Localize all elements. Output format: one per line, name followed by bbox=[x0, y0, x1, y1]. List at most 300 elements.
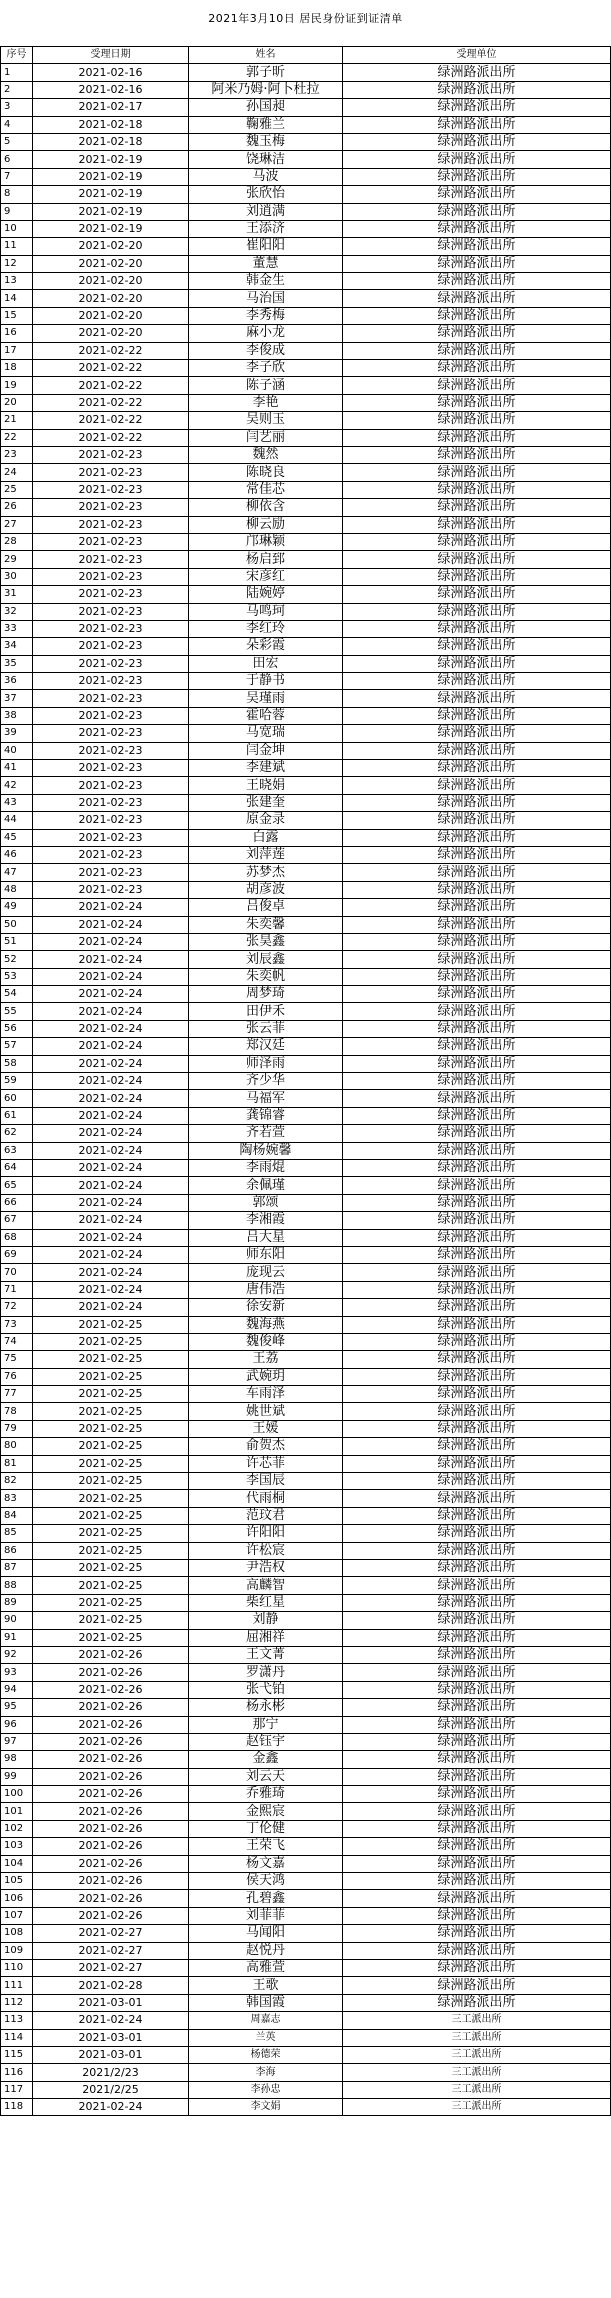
row-serial-no: 46 bbox=[1, 846, 33, 863]
row-serial-no: 62 bbox=[1, 1125, 33, 1142]
row-accept-unit: 绿洲路派出所 bbox=[343, 864, 611, 881]
row-accept-date: 2021-02-25 bbox=[33, 1629, 189, 1646]
row-serial-no: 51 bbox=[1, 933, 33, 950]
table-row bbox=[1, 1038, 611, 1055]
row-accept-date: 2021-03-01 bbox=[33, 2029, 189, 2046]
row-name: 刘萍莲 bbox=[189, 846, 343, 863]
table-row bbox=[1, 1212, 611, 1229]
row-name: 刘静 bbox=[189, 1612, 343, 1629]
row-accept-date: 2021-02-24 bbox=[33, 1299, 189, 1316]
table-row bbox=[1, 864, 611, 881]
row-accept-unit: 绿洲路派出所 bbox=[343, 394, 611, 411]
row-accept-date: 2021-02-23 bbox=[33, 481, 189, 498]
table-row bbox=[1, 846, 611, 863]
row-accept-unit: 绿洲路派出所 bbox=[343, 1873, 611, 1890]
row-accept-date: 2021-02-26 bbox=[33, 1733, 189, 1750]
table-row bbox=[1, 2046, 611, 2063]
row-accept-date: 2021-02-26 bbox=[33, 1820, 189, 1837]
row-accept-unit: 绿洲路派出所 bbox=[343, 290, 611, 307]
row-name: 李文娟 bbox=[189, 2099, 343, 2116]
row-name: 庞现云 bbox=[189, 1264, 343, 1281]
table-row bbox=[1, 1681, 611, 1698]
row-serial-no: 2 bbox=[1, 81, 33, 98]
row-name: 那宁 bbox=[189, 1716, 343, 1733]
row-accept-unit: 绿洲路派出所 bbox=[343, 1925, 611, 1942]
row-accept-date: 2021-02-22 bbox=[33, 360, 189, 377]
row-serial-no: 1 bbox=[1, 64, 33, 81]
row-accept-unit: 绿洲路派出所 bbox=[343, 777, 611, 794]
row-accept-date: 2021-02-20 bbox=[33, 238, 189, 255]
row-serial-no: 55 bbox=[1, 1003, 33, 1020]
row-serial-no: 22 bbox=[1, 429, 33, 446]
row-accept-unit: 绿洲路派出所 bbox=[343, 255, 611, 272]
row-name: 麻小龙 bbox=[189, 325, 343, 342]
table-row bbox=[1, 186, 611, 203]
row-name: 饶琳洁 bbox=[189, 151, 343, 168]
row-serial-no: 113 bbox=[1, 2012, 33, 2029]
row-accept-unit: 绿洲路派出所 bbox=[343, 1664, 611, 1681]
row-name: 张弋铂 bbox=[189, 1681, 343, 1698]
row-name: 马闻阳 bbox=[189, 1925, 343, 1942]
row-accept-date: 2021-02-25 bbox=[33, 1420, 189, 1437]
table-row bbox=[1, 603, 611, 620]
row-serial-no: 93 bbox=[1, 1664, 33, 1681]
table-row bbox=[1, 238, 611, 255]
row-accept-unit: 绿洲路派出所 bbox=[343, 1542, 611, 1559]
row-accept-date: 2021-02-20 bbox=[33, 307, 189, 324]
row-name: 张欣怡 bbox=[189, 186, 343, 203]
table-row bbox=[1, 1246, 611, 1263]
row-accept-unit: 绿洲路派出所 bbox=[343, 603, 611, 620]
row-accept-date: 2021-02-25 bbox=[33, 1351, 189, 1368]
row-accept-unit: 绿洲路派出所 bbox=[343, 1959, 611, 1976]
table-row bbox=[1, 1542, 611, 1559]
row-name: 龚锦睿 bbox=[189, 1107, 343, 1124]
table-row bbox=[1, 1264, 611, 1281]
row-accept-date: 2021-02-26 bbox=[33, 1786, 189, 1803]
row-accept-date: 2021-02-24 bbox=[33, 1160, 189, 1177]
table-row bbox=[1, 620, 611, 637]
row-accept-date: 2021-03-01 bbox=[33, 2046, 189, 2063]
table-row bbox=[1, 1055, 611, 1072]
row-accept-date: 2021-02-25 bbox=[33, 1316, 189, 1333]
table-row bbox=[1, 1820, 611, 1837]
row-accept-date: 2021-02-28 bbox=[33, 1977, 189, 1994]
table-body bbox=[1, 64, 611, 2116]
row-serial-no: 6 bbox=[1, 151, 33, 168]
row-accept-date: 2021-02-25 bbox=[33, 1438, 189, 1455]
row-accept-date: 2021-02-24 bbox=[33, 1090, 189, 1107]
row-serial-no: 14 bbox=[1, 290, 33, 307]
table-row bbox=[1, 1351, 611, 1368]
row-accept-date: 2021-02-27 bbox=[33, 1959, 189, 1976]
row-serial-no: 68 bbox=[1, 1229, 33, 1246]
row-serial-no: 23 bbox=[1, 446, 33, 463]
row-name: 魏玉梅 bbox=[189, 133, 343, 150]
row-serial-no: 21 bbox=[1, 412, 33, 429]
row-accept-date: 2021-02-23 bbox=[33, 586, 189, 603]
row-accept-unit: 绿洲路派出所 bbox=[343, 1838, 611, 1855]
row-accept-unit: 三工派出所 bbox=[343, 2099, 611, 2116]
table-row bbox=[1, 1090, 611, 1107]
table-row bbox=[1, 1786, 611, 1803]
row-accept-unit: 绿洲路派出所 bbox=[343, 951, 611, 968]
row-accept-date: 2021-02-25 bbox=[33, 1403, 189, 1420]
table-row bbox=[1, 1942, 611, 1959]
row-name: 闫金坤 bbox=[189, 742, 343, 759]
table-row bbox=[1, 1507, 611, 1524]
row-serial-no: 79 bbox=[1, 1420, 33, 1437]
row-serial-no: 96 bbox=[1, 1716, 33, 1733]
row-serial-no: 66 bbox=[1, 1194, 33, 1211]
row-accept-unit: 绿洲路派出所 bbox=[343, 186, 611, 203]
table-row bbox=[1, 307, 611, 324]
row-name: 柳依含 bbox=[189, 499, 343, 516]
table-row bbox=[1, 586, 611, 603]
row-accept-date: 2021-03-01 bbox=[33, 1994, 189, 2011]
row-accept-date: 2021-02-24 bbox=[33, 1055, 189, 1072]
row-accept-date: 2021-02-26 bbox=[33, 1664, 189, 1681]
row-accept-unit: 绿洲路派出所 bbox=[343, 64, 611, 81]
table-row bbox=[1, 429, 611, 446]
row-serial-no: 45 bbox=[1, 829, 33, 846]
row-name: 许阳阳 bbox=[189, 1525, 343, 1542]
row-name: 韩国霞 bbox=[189, 1994, 343, 2011]
row-accept-date: 2021-02-24 bbox=[33, 1229, 189, 1246]
row-serial-no: 81 bbox=[1, 1455, 33, 1472]
row-accept-date: 2021-02-23 bbox=[33, 725, 189, 742]
row-accept-date: 2021-02-26 bbox=[33, 1890, 189, 1907]
row-accept-date: 2021-02-22 bbox=[33, 412, 189, 429]
row-name: 郑汉廷 bbox=[189, 1038, 343, 1055]
row-name: 霍哈蓉 bbox=[189, 707, 343, 724]
row-serial-no: 108 bbox=[1, 1925, 33, 1942]
row-accept-unit: 绿洲路派出所 bbox=[343, 273, 611, 290]
row-accept-unit: 绿洲路派出所 bbox=[343, 846, 611, 863]
row-accept-date: 2021-02-26 bbox=[33, 1803, 189, 1820]
row-serial-no: 43 bbox=[1, 794, 33, 811]
row-accept-unit: 绿洲路派出所 bbox=[343, 655, 611, 672]
row-accept-date: 2021-02-25 bbox=[33, 1507, 189, 1524]
row-serial-no: 76 bbox=[1, 1368, 33, 1385]
row-serial-no: 47 bbox=[1, 864, 33, 881]
row-name: 代雨桐 bbox=[189, 1490, 343, 1507]
row-accept-unit: 三工派出所 bbox=[343, 2029, 611, 2046]
row-serial-no: 7 bbox=[1, 168, 33, 185]
row-accept-unit: 绿洲路派出所 bbox=[343, 238, 611, 255]
table-row bbox=[1, 794, 611, 811]
row-name: 师泽雨 bbox=[189, 1055, 343, 1072]
row-name: 王荔 bbox=[189, 1351, 343, 1368]
row-accept-date: 2021-02-25 bbox=[33, 1577, 189, 1594]
table-row bbox=[1, 1142, 611, 1159]
row-accept-date: 2021-02-18 bbox=[33, 133, 189, 150]
row-name: 胡彦波 bbox=[189, 881, 343, 898]
table-row bbox=[1, 1160, 611, 1177]
row-accept-unit: 三工派出所 bbox=[343, 2046, 611, 2063]
row-accept-unit: 绿洲路派出所 bbox=[343, 1994, 611, 2011]
row-accept-unit: 绿洲路派出所 bbox=[343, 568, 611, 585]
table-row bbox=[1, 1855, 611, 1872]
row-accept-date: 2021-02-26 bbox=[33, 1699, 189, 1716]
row-serial-no: 102 bbox=[1, 1820, 33, 1837]
row-accept-date: 2021-02-23 bbox=[33, 533, 189, 550]
row-serial-no: 26 bbox=[1, 499, 33, 516]
row-accept-date: 2021-02-24 bbox=[33, 899, 189, 916]
row-name: 魏俊峰 bbox=[189, 1333, 343, 1350]
table-row bbox=[1, 1125, 611, 1142]
row-accept-date: 2021-02-20 bbox=[33, 255, 189, 272]
table-row bbox=[1, 777, 611, 794]
row-serial-no: 61 bbox=[1, 1107, 33, 1124]
row-serial-no: 75 bbox=[1, 1351, 33, 1368]
row-serial-no: 33 bbox=[1, 620, 33, 637]
row-name: 尹浩权 bbox=[189, 1559, 343, 1576]
row-serial-no: 114 bbox=[1, 2029, 33, 2046]
table-row bbox=[1, 1559, 611, 1576]
row-name: 吕大星 bbox=[189, 1229, 343, 1246]
table-row bbox=[1, 916, 611, 933]
row-name: 车雨泽 bbox=[189, 1386, 343, 1403]
table-row bbox=[1, 568, 611, 585]
row-name: 王文菁 bbox=[189, 1646, 343, 1663]
table-row bbox=[1, 2099, 611, 2116]
row-serial-no: 8 bbox=[1, 186, 33, 203]
row-accept-date: 2021-02-23 bbox=[33, 551, 189, 568]
row-accept-unit: 绿洲路派出所 bbox=[343, 1403, 611, 1420]
table-row bbox=[1, 1646, 611, 1663]
row-serial-no: 56 bbox=[1, 1020, 33, 1037]
row-serial-no: 37 bbox=[1, 690, 33, 707]
row-accept-unit: 绿洲路派出所 bbox=[343, 1020, 611, 1037]
row-serial-no: 36 bbox=[1, 673, 33, 690]
row-accept-unit: 绿洲路派出所 bbox=[343, 1333, 611, 1350]
row-serial-no: 109 bbox=[1, 1942, 33, 1959]
row-accept-date: 2021-02-23 bbox=[33, 881, 189, 898]
row-accept-unit: 三工派出所 bbox=[343, 2081, 611, 2098]
table-row bbox=[1, 1333, 611, 1350]
row-accept-unit: 绿洲路派出所 bbox=[343, 516, 611, 533]
table-row bbox=[1, 1490, 611, 1507]
table-row bbox=[1, 1612, 611, 1629]
row-serial-no: 101 bbox=[1, 1803, 33, 1820]
table-row bbox=[1, 2081, 611, 2098]
row-name: 陶杨婉馨 bbox=[189, 1142, 343, 1159]
row-name: 魏然 bbox=[189, 446, 343, 463]
row-accept-unit: 绿洲路派出所 bbox=[343, 1351, 611, 1368]
row-accept-unit: 绿洲路派出所 bbox=[343, 725, 611, 742]
table-row bbox=[1, 1403, 611, 1420]
table-row bbox=[1, 638, 611, 655]
table-row bbox=[1, 951, 611, 968]
row-accept-date: 2021-02-24 bbox=[33, 933, 189, 950]
row-serial-no: 20 bbox=[1, 394, 33, 411]
row-accept-date: 2021-02-25 bbox=[33, 1559, 189, 1576]
row-serial-no: 41 bbox=[1, 760, 33, 777]
row-name: 杨启郅 bbox=[189, 551, 343, 568]
row-serial-no: 31 bbox=[1, 586, 33, 603]
row-accept-date: 2021-02-24 bbox=[33, 1177, 189, 1194]
row-accept-date: 2021-02-23 bbox=[33, 603, 189, 620]
row-accept-date: 2021-02-23 bbox=[33, 568, 189, 585]
row-name: 张云菲 bbox=[189, 1020, 343, 1037]
row-accept-unit: 绿洲路派出所 bbox=[343, 916, 611, 933]
row-serial-no: 88 bbox=[1, 1577, 33, 1594]
table-row bbox=[1, 464, 611, 481]
row-serial-no: 103 bbox=[1, 1838, 33, 1855]
row-serial-no: 73 bbox=[1, 1316, 33, 1333]
row-name: 郭颂 bbox=[189, 1194, 343, 1211]
table-row bbox=[1, 1525, 611, 1542]
row-accept-date: 2021-02-26 bbox=[33, 1681, 189, 1698]
row-accept-date: 2021-02-24 bbox=[33, 2099, 189, 2116]
table-row bbox=[1, 829, 611, 846]
row-serial-no: 15 bbox=[1, 307, 33, 324]
row-accept-unit: 绿洲路派出所 bbox=[343, 620, 611, 637]
row-serial-no: 74 bbox=[1, 1333, 33, 1350]
row-name: 侯天鸿 bbox=[189, 1873, 343, 1890]
row-accept-unit: 绿洲路派出所 bbox=[343, 99, 611, 116]
table-row bbox=[1, 1455, 611, 1472]
row-accept-date: 2021-02-22 bbox=[33, 394, 189, 411]
table-row bbox=[1, 1229, 611, 1246]
row-serial-no: 89 bbox=[1, 1594, 33, 1611]
row-accept-unit: 绿洲路派出所 bbox=[343, 1299, 611, 1316]
row-serial-no: 35 bbox=[1, 655, 33, 672]
row-accept-unit: 绿洲路派出所 bbox=[343, 1646, 611, 1663]
header-accept-date: 受理日期 bbox=[33, 47, 189, 64]
table-row bbox=[1, 1890, 611, 1907]
row-accept-unit: 绿洲路派出所 bbox=[343, 1907, 611, 1924]
row-accept-date: 2021-02-26 bbox=[33, 1716, 189, 1733]
row-name: 李孙忠 bbox=[189, 2081, 343, 2098]
row-name: 王荣飞 bbox=[189, 1838, 343, 1855]
row-accept-date: 2021-02-26 bbox=[33, 1751, 189, 1768]
row-accept-unit: 绿洲路派出所 bbox=[343, 1142, 611, 1159]
row-name: 赵悦丹 bbox=[189, 1942, 343, 1959]
row-accept-date: 2021-02-23 bbox=[33, 673, 189, 690]
row-accept-date: 2021-02-19 bbox=[33, 168, 189, 185]
row-accept-unit: 绿洲路派出所 bbox=[343, 1420, 611, 1437]
table-row bbox=[1, 881, 611, 898]
row-name: 杨永彬 bbox=[189, 1699, 343, 1716]
row-serial-no: 25 bbox=[1, 481, 33, 498]
row-name: 徐安新 bbox=[189, 1299, 343, 1316]
row-accept-unit: 绿洲路派出所 bbox=[343, 1890, 611, 1907]
row-accept-unit: 绿洲路派出所 bbox=[343, 1594, 611, 1611]
row-accept-date: 2021-02-24 bbox=[33, 1073, 189, 1090]
row-accept-date: 2021-02-24 bbox=[33, 951, 189, 968]
row-name: 马治国 bbox=[189, 290, 343, 307]
row-name: 李国辰 bbox=[189, 1473, 343, 1490]
table-row bbox=[1, 1629, 611, 1646]
row-accept-date: 2021-02-24 bbox=[33, 1142, 189, 1159]
table-row bbox=[1, 1073, 611, 1090]
row-accept-date: 2021-02-23 bbox=[33, 829, 189, 846]
table-row bbox=[1, 1907, 611, 1924]
table-row bbox=[1, 1664, 611, 1681]
row-accept-date: 2021-02-24 bbox=[33, 1003, 189, 1020]
row-accept-unit: 绿洲路派出所 bbox=[343, 429, 611, 446]
table-row bbox=[1, 655, 611, 672]
table-row bbox=[1, 81, 611, 98]
row-accept-unit: 绿洲路派出所 bbox=[343, 794, 611, 811]
row-name: 高雅萱 bbox=[189, 1959, 343, 1976]
row-accept-unit: 绿洲路派出所 bbox=[343, 881, 611, 898]
row-accept-unit: 绿洲路派出所 bbox=[343, 1473, 611, 1490]
table-row bbox=[1, 2029, 611, 2046]
row-accept-unit: 绿洲路派出所 bbox=[343, 116, 611, 133]
row-accept-date: 2021-02-26 bbox=[33, 1768, 189, 1785]
table-row bbox=[1, 1020, 611, 1037]
row-accept-date: 2021-02-24 bbox=[33, 1246, 189, 1263]
row-accept-date: 2021-02-23 bbox=[33, 864, 189, 881]
row-serial-no: 98 bbox=[1, 1751, 33, 1768]
row-serial-no: 39 bbox=[1, 725, 33, 742]
table-row bbox=[1, 725, 611, 742]
table-row bbox=[1, 1316, 611, 1333]
row-name: 周梦琦 bbox=[189, 986, 343, 1003]
row-serial-no: 86 bbox=[1, 1542, 33, 1559]
row-name: 王歌 bbox=[189, 1977, 343, 1994]
row-accept-date: 2021-02-25 bbox=[33, 1490, 189, 1507]
row-accept-unit: 绿洲路派出所 bbox=[343, 1125, 611, 1142]
row-accept-unit: 绿洲路派出所 bbox=[343, 1368, 611, 1385]
table-row bbox=[1, 1733, 611, 1750]
table-row bbox=[1, 1281, 611, 1298]
row-name: 孔碧鑫 bbox=[189, 1890, 343, 1907]
row-accept-unit: 绿洲路派出所 bbox=[343, 1177, 611, 1194]
row-accept-unit: 绿洲路派出所 bbox=[343, 133, 611, 150]
row-name: 许芯菲 bbox=[189, 1455, 343, 1472]
row-accept-unit: 绿洲路派出所 bbox=[343, 342, 611, 359]
row-accept-unit: 绿洲路派出所 bbox=[343, 499, 611, 516]
row-accept-date: 2021-02-25 bbox=[33, 1542, 189, 1559]
table-row bbox=[1, 168, 611, 185]
row-serial-no: 42 bbox=[1, 777, 33, 794]
row-accept-unit: 绿洲路派出所 bbox=[343, 760, 611, 777]
row-name: 吴瑾雨 bbox=[189, 690, 343, 707]
row-accept-unit: 三工派出所 bbox=[343, 2012, 611, 2029]
row-serial-no: 112 bbox=[1, 1994, 33, 2011]
row-name: 吴则玉 bbox=[189, 412, 343, 429]
row-accept-date: 2021-02-24 bbox=[33, 1038, 189, 1055]
row-accept-date: 2021-02-24 bbox=[33, 968, 189, 985]
row-accept-unit: 绿洲路派出所 bbox=[343, 446, 611, 463]
row-accept-date: 2021-02-26 bbox=[33, 1855, 189, 1872]
row-serial-no: 13 bbox=[1, 273, 33, 290]
table-row bbox=[1, 377, 611, 394]
row-accept-unit: 绿洲路派出所 bbox=[343, 586, 611, 603]
row-serial-no: 65 bbox=[1, 1177, 33, 1194]
row-serial-no: 5 bbox=[1, 133, 33, 150]
row-serial-no: 11 bbox=[1, 238, 33, 255]
row-accept-unit: 三工派出所 bbox=[343, 2064, 611, 2081]
header-name: 姓名 bbox=[189, 47, 343, 64]
row-serial-no: 118 bbox=[1, 2099, 33, 2116]
row-name: 崔阳阳 bbox=[189, 238, 343, 255]
table-row bbox=[1, 290, 611, 307]
table-row bbox=[1, 1873, 611, 1890]
row-accept-date: 2021-02-23 bbox=[33, 690, 189, 707]
page-title: 2021年3月10日 居民身份证到证清单 bbox=[208, 12, 403, 25]
row-serial-no: 63 bbox=[1, 1142, 33, 1159]
row-name: 魏海燕 bbox=[189, 1316, 343, 1333]
row-accept-unit: 绿洲路派出所 bbox=[343, 1246, 611, 1263]
row-accept-unit: 绿洲路派出所 bbox=[343, 1090, 611, 1107]
row-serial-no: 95 bbox=[1, 1699, 33, 1716]
row-serial-no: 77 bbox=[1, 1386, 33, 1403]
